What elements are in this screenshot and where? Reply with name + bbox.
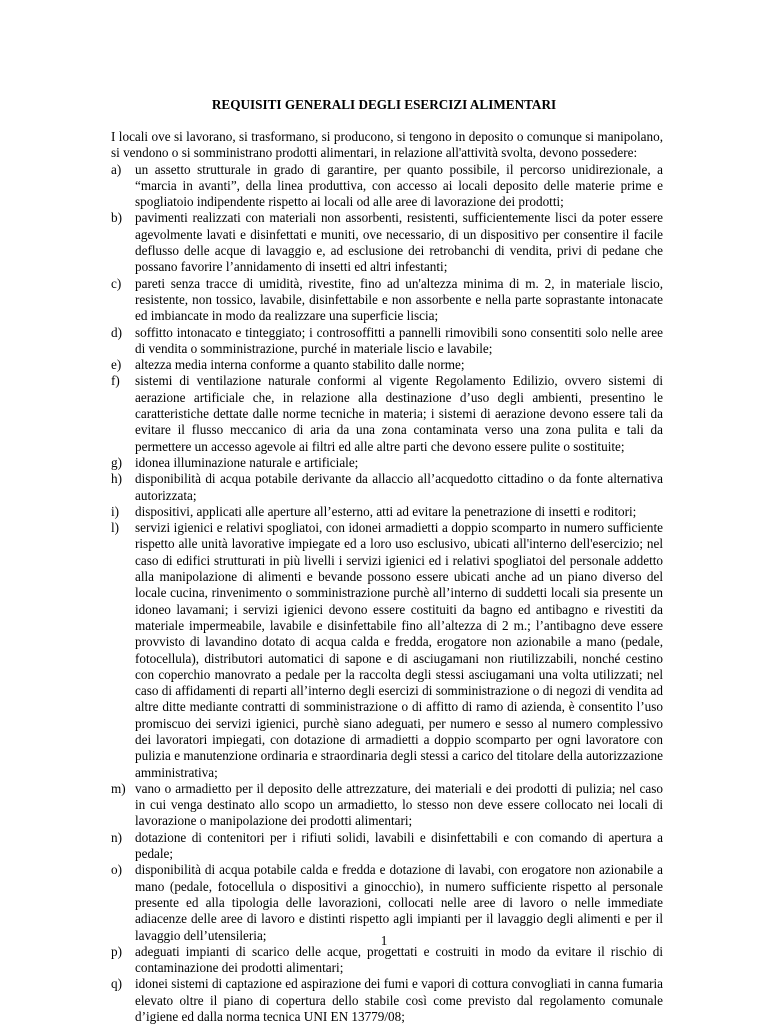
requirement-item [111,276,663,325]
requirement-label: q) [111,976,122,992]
requirement-item [111,210,663,275]
requirements-list [111,162,663,1025]
requirement-text: idonea illuminazione naturale e artificiale; [135,454,359,470]
intro-paragraph: I locali ove si lavorano, si trasformano, si producono, si tengono in deposito o comunque si manipolano, si vendono o si somministrano prodotti alimentari, in relazione all'attività svolta, devono possedere: [111,129,663,161]
requirement-item [111,357,663,373]
document-title: REQUISITI GENERALI DEGLI ESERCIZI ALIMENTARI [211,97,557,112]
requirement-label: b) [111,210,122,226]
requirement-label: m) [111,780,126,796]
requirement-text: dotazione di contenitori per i rifiuti solidi, lavabili e disinfettabili e con comando di apertura a pedale; [135,829,663,862]
requirement-item [111,162,663,211]
document-body [111,129,663,1025]
requirement-label: d) [111,324,122,340]
requirement-text: pavimenti realizzati con materiali non assorbenti, resistenti, sufficientemente lisci da poter essere agevolmente lavati e disinfettati e muniti, ove necessario, di un dispositivo per consentire il facile deflusso delle acque di lavaggio e, ad esclusione dei retrobanchi di vendita, privi di pedane che possano favorire l’annidamento di insetti ed altri infestanti; [135,210,663,275]
requirement-item [111,862,663,943]
requirement-text: servizi igienici e relativi spogliatoi, con idonei armadietti a doppio scomparto in numero sufficiente rispetto alle unità lavorative impiegate ed a loro uso esclusivo, ubicati all'interno dell'esercizio; nel caso di edifici strutturati in più livelli i servizi igienici ed i relativi spogliatoi del personale addetto alla manipolazione di alimenti e bevande possono essere ubicati anche ad un piano diverso del locale cucina, rinvenimento o somministrazione purchè all’interno di suddetti locali sia presente un idoneo lavamani; i servizi igienici devono essere costituiti da bagno ed antibagno e rivestiti da materiale impermeabile, lavabile e disinfettabile fino all’altezza di 2 m.; l’antibagno deve essere provvisto di lavandino dotato di acqua calda e fredda, erogatore non azionabile a mano (pedale, fotocellula), distributori automatici di sapone e di asciugamani non riutilizzabili, nonché cestino con coperchio manovrato a pedale per la raccolta degli stessi asciugamani una volta utilizzati; nel caso di affidamenti di reparti all’interno degli esercizi di somministrazione o di negozi di vendita ad altre ditte mediante contratti di somministrazione o di affitto di ramo di azienda, è consentito l’uso promiscuo dei servizi igienici, purchè siano adeguati, per numero e sesso al numero complessivo dei lavoratori impiegati, con dotazione di armadietti a doppio scomparto per ogni lavoratore con pulizia e manutenzione ordinaria e straordinaria degli stessi a carico del titolare della autorizzazione amministrativa; [135,520,663,780]
requirement-text: idonei sistemi di captazione ed aspirazione dei fumi e vapori di cottura convogliati in canna fumaria elevato oltre il piano di copertura dello stabile così come previsto dal regolamento comunale d’igiene ed dalla norma tecnica UNI EN 13779/08; [135,976,663,1025]
requirement-text: disponibilità di acqua potabile calda e fredda e dotazione di lavabi, con erogatore non azionabile a mano (pedale, fotocellula o dispositivi a ginocchio), in numero sufficiente rispetto al personale presente ed alla tipologia delle lavorazioni, collocati nelle aree di lavoro o nelle immediate adiacenze delle aree di lavoro e distinti rispetto agli impianti per il lavaggio degli alimenti e per il lavaggio dell’utensileria; [135,862,663,943]
requirement-label: e) [111,357,122,373]
requirement-item [111,455,663,471]
requirement-text: vano o armadietto per il deposito delle attrezzature, dei materiali e dei prodotti di pulizia; nel caso in cui venga destinato allo scopo un armadietto, lo stesso non deve essere collocato nei locali di lavorazione o manipolazione dei prodotti alimentari; [135,780,663,829]
requirement-label: a) [111,161,122,177]
requirement-label: c) [111,275,122,291]
requirement-label: h) [111,471,122,487]
requirement-label: f) [111,373,120,389]
page-number: 1 [380,933,388,948]
requirement-label: n) [111,829,122,845]
requirement-text: un assetto strutturale in grado di garantire, per quanto possibile, il percorso unidirezionale, a “marcia in avanti”, della linea produttiva, con accesso ai locali deposito delle materie prime e spogliatoio indipendente rispetto ai locali od alle aree di lavorazione dei prodotti; [135,161,663,210]
requirement-item [111,325,663,358]
requirement-text: altezza media interna conforme a quanto stabilito dalle norme; [135,357,465,373]
requirement-text: adeguati impianti di scarico delle acque, progettati e costruiti in modo da evitare il rischio di contaminazione dei prodotti alimentari; [135,943,663,976]
requirement-text: dispositivi, applicati alle aperture all’esterno, atti ad evitare la penetrazione di insetti e roditori; [135,503,637,519]
requirement-label: p) [111,943,122,959]
requirement-text: soffitto intonacato e tinteggiato; i controsoffitti a pannelli rimovibili sono consentiti solo nelle aree di vendita o somministrazione, purché in materiale liscio e lavabile; [135,324,663,356]
requirement-label: l) [111,520,120,536]
requirement-item [111,373,663,454]
requirement-item [111,471,663,504]
requirement-label: o) [111,862,122,878]
requirement-item [111,830,663,863]
requirement-item [111,520,663,781]
requirement-text: disponibilità di acqua potabile derivante da allaccio all’acquedotto cittadino o da fonte alternativa autorizzata; [135,471,663,503]
requirement-text: sistemi di ventilazione naturale conformi al vigente Regolamento Edilizio, ovvero sistemi di aerazione artificiale che, in relazione alla destinazione d’uso degli ambienti, presentino le caratteristiche dettate dalle norme tecniche in materia; i sistemi di aerazione devono essere tali da evitare il flusso meccanico di aria da una zona contaminata verso una zona pulita e tali da permettere un accesso agevole ai filtri ed alle altre parti che devono essere pulite o sostituite; [135,373,663,454]
requirement-label: i) [111,503,120,519]
requirement-item [111,781,663,830]
requirement-item [111,504,663,520]
requirement-text: pareti senza tracce di umidità, rivestite, fino ad un'altezza minima di m. 2, in materiale liscio, resistente, non tossico, lavabile, disinfettabile e non assorbente e nella parte soprastante intonacate ed imbiancate in modo da realizzare una superficie liscia; [135,275,663,324]
requirement-label: g) [111,454,122,470]
requirement-item [111,976,663,1025]
